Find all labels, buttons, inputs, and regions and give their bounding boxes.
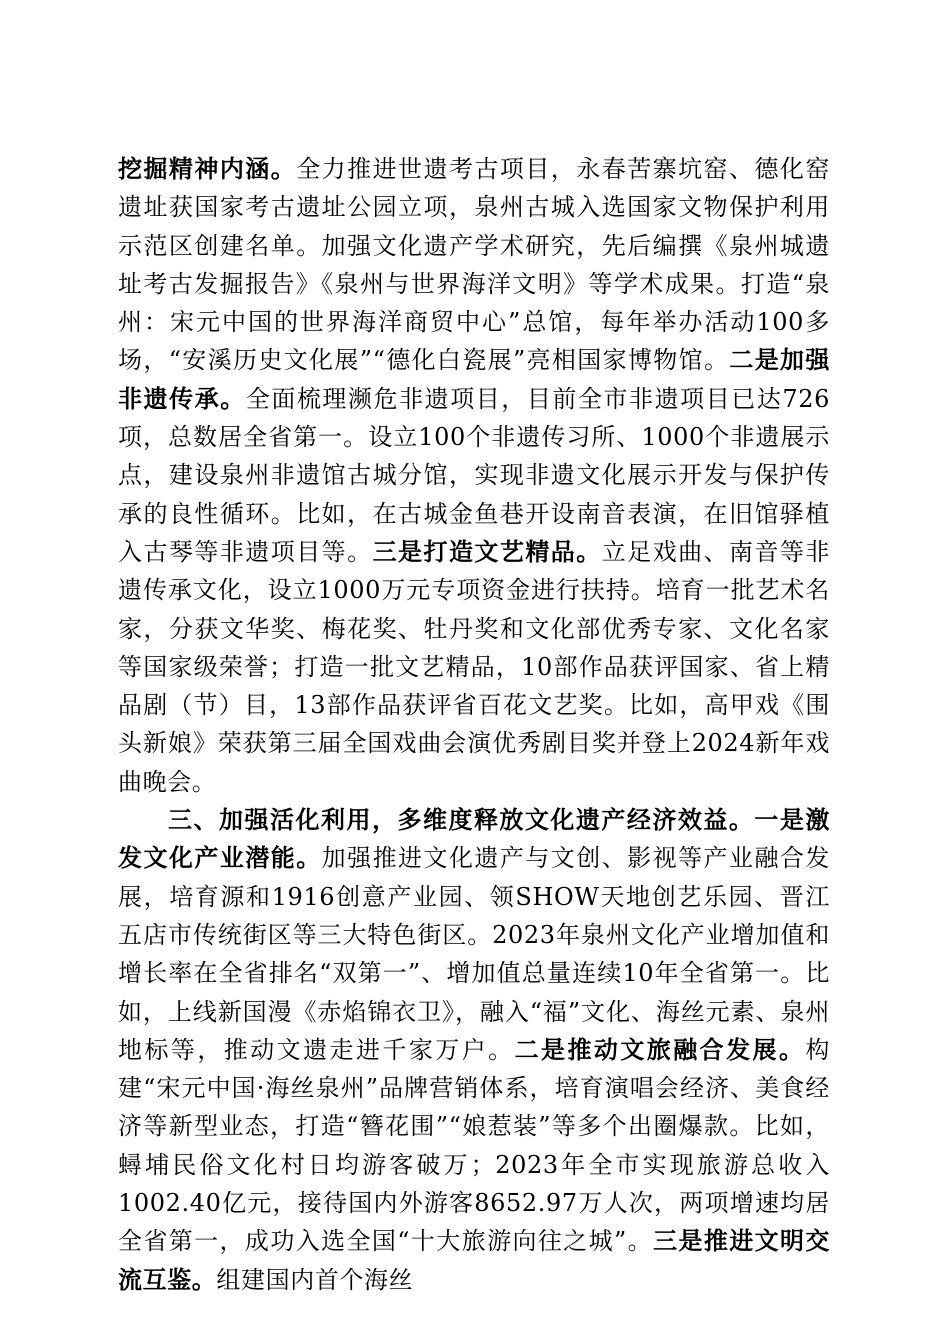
lead-heading: 挖掘精神内涵。 [118, 154, 297, 183]
point-heading: 一是激发文化产业潜能。 [118, 805, 830, 873]
section-heading: 三、加强活化利用，多维度释放文化遗产经济效益。 [168, 805, 755, 835]
paragraph-text: 立足戏曲、南音等非遗传承文化，设立1000万元专项资金进行扶持。培育一批艺术名家，分获文华奖、梅花奖、牡丹奖和文化部优秀专家、文化名家等国家级荣誉；打造一批文艺精品，10部作品获评国家、省上精品剧（节）目，13部作品获评省百花文艺奖。比如，高甲戏《围头新娘》荣获第三届全国戏曲会演优秀剧目奖并登上2024新年戏曲晚会。 [118, 537, 831, 796]
point-heading: 二是推动文旅融合发展。 [514, 1034, 806, 1064]
document-body [118, 150, 830, 1299]
paragraph-heritage-culture [118, 150, 830, 801]
paragraph-activation-utilization [118, 801, 830, 1299]
paragraph-text: 加强推进文化遗产与文创、影视等产业融合发展，培育源和1916创意产业园、领SHOW天地创艺乐园、晋江五店市传统街区等三大特色街区。2023年泉州文化产业增加值和增长率在全省排名“双第一”、增加值总量连续10年全省第一。比如，上线新国漫《赤焰锦衣卫》，融入“福”文化、海丝元素、泉州地标等，推动文遗走进千家万户。 [118, 844, 830, 1064]
paragraph-text: 组建国内首个海丝 [216, 1265, 414, 1294]
paragraph-text: 全力推进世遗考古项目，永春苦寨坑窑、德化窑遗址获国家考古遗址公园立项，泉州古城入选国家文物保护利用示范区创建名单。加强文化遗产学术研究，先后编撰《泉州城遗址考古发掘报告》《泉州与世界海洋文明》等学术成果。打造“泉州：宋元中国的世界海洋商贸中心”总馆，每年举办活动100多场，“安溪历史文化展”“德化白瓷展”亮相国家博物馆。 [118, 155, 830, 375]
point-heading: 三是推进文明交流互鉴。 [118, 1226, 830, 1294]
paragraph-text: 构建“宋元中国·海丝泉州”品牌营销体系，培育演唱会经济、美食经济等新型业态，打造“簪花围”“娘惹装”等多个出圈爆款。比如，蟳埔民俗文化村日均游客破万；2023年全市实现旅游总收入1002.40亿元，接待国内外游客8652.97万人次，两项增速均居全省第一，成功入选全国“十大旅游向往之城”。 [118, 1035, 831, 1256]
paragraph-text: 全面梳理濒危非遗项目，目前全市非遗项目已达726项，总数居全省第一。设立100个非遗传习所、1000个非遗展示点，建设泉州非遗馆古城分馆，实现非遗文化展示开发与保护传承的良性循环。比如，在古城金鱼巷开设南音表演，在旧馆驿植入古琴等非遗项目等。 [118, 384, 830, 566]
point-heading: 三是打造文艺精品。 [372, 536, 602, 566]
point-heading: 二是加强非遗传承。 [118, 345, 830, 413]
